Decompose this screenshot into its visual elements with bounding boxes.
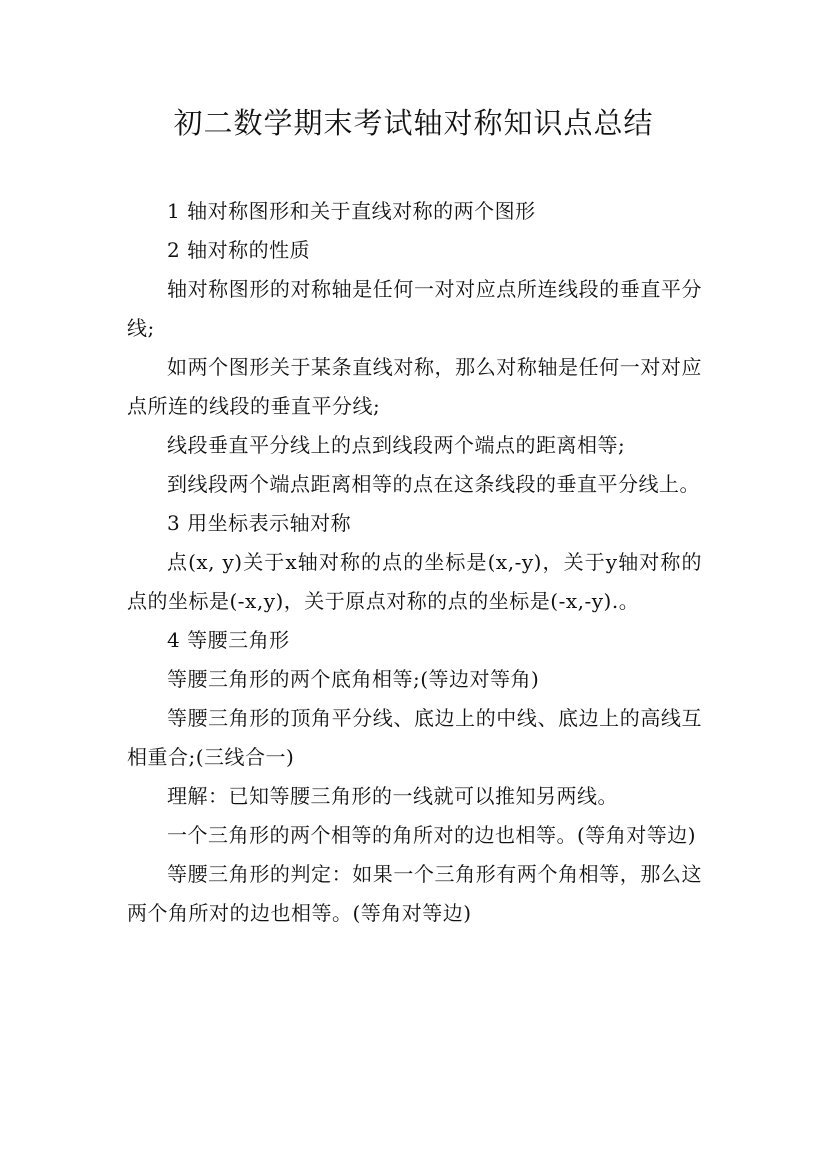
paragraph-section-1-heading: 1 轴对称图形和关于直线对称的两个图形 bbox=[167, 199, 536, 223]
paragraph-section-4-heading: 4 等腰三角形 bbox=[167, 628, 290, 652]
paragraph-understanding: 理解：已知等腰三角形的一线就可以推知另两线。 bbox=[167, 784, 618, 808]
paragraph-bisector-property: 线段垂直平分线上的点到线段两个端点的距离相等; bbox=[167, 433, 626, 457]
paragraph-bisector-converse: 到线段两个端点距离相等的点在这条线段的垂直平分线上。 bbox=[167, 472, 700, 496]
document-body bbox=[127, 192, 702, 933]
paragraph-coordinate-symmetry: 点(x, y)关于x轴对称的点的坐标是(x,-y)，关于y轴对称的点的坐标是(-x,y)，关于原点对称的点的坐标是(-x,-y).。 bbox=[127, 550, 702, 613]
paragraph-section-3-heading: 3 用坐标表示轴对称 bbox=[167, 511, 352, 535]
paragraph-base-angles: 等腰三角形的两个底角相等;(等边对等角) bbox=[167, 667, 540, 691]
paragraph-axis-property: 轴对称图形的对称轴是任何一对对应点所连线段的垂直平分线; bbox=[127, 277, 702, 340]
paragraph-equal-angles-sides: 一个三角形的两个相等的角所对的边也相等。(等角对等边) bbox=[167, 823, 697, 847]
paragraph-section-2-heading: 2 轴对称的性质 bbox=[167, 238, 311, 262]
document-title: 初二数学期末考试轴对称知识点总结 bbox=[173, 106, 654, 140]
paragraph-isosceles-criterion: 等腰三角形的判定：如果一个三角形有两个角相等，那么这两个角所对的边也相等。(等角对等边) bbox=[127, 862, 702, 925]
paragraph-three-lines: 等腰三角形的顶角平分线、底边上的中线、底边上的高线互相重合;(三线合一) bbox=[127, 706, 702, 769]
paragraph-two-figures-symmetric: 如两个图形关于某条直线对称，那么对称轴是任何一对对应点所连的线段的垂直平分线; bbox=[127, 355, 702, 418]
